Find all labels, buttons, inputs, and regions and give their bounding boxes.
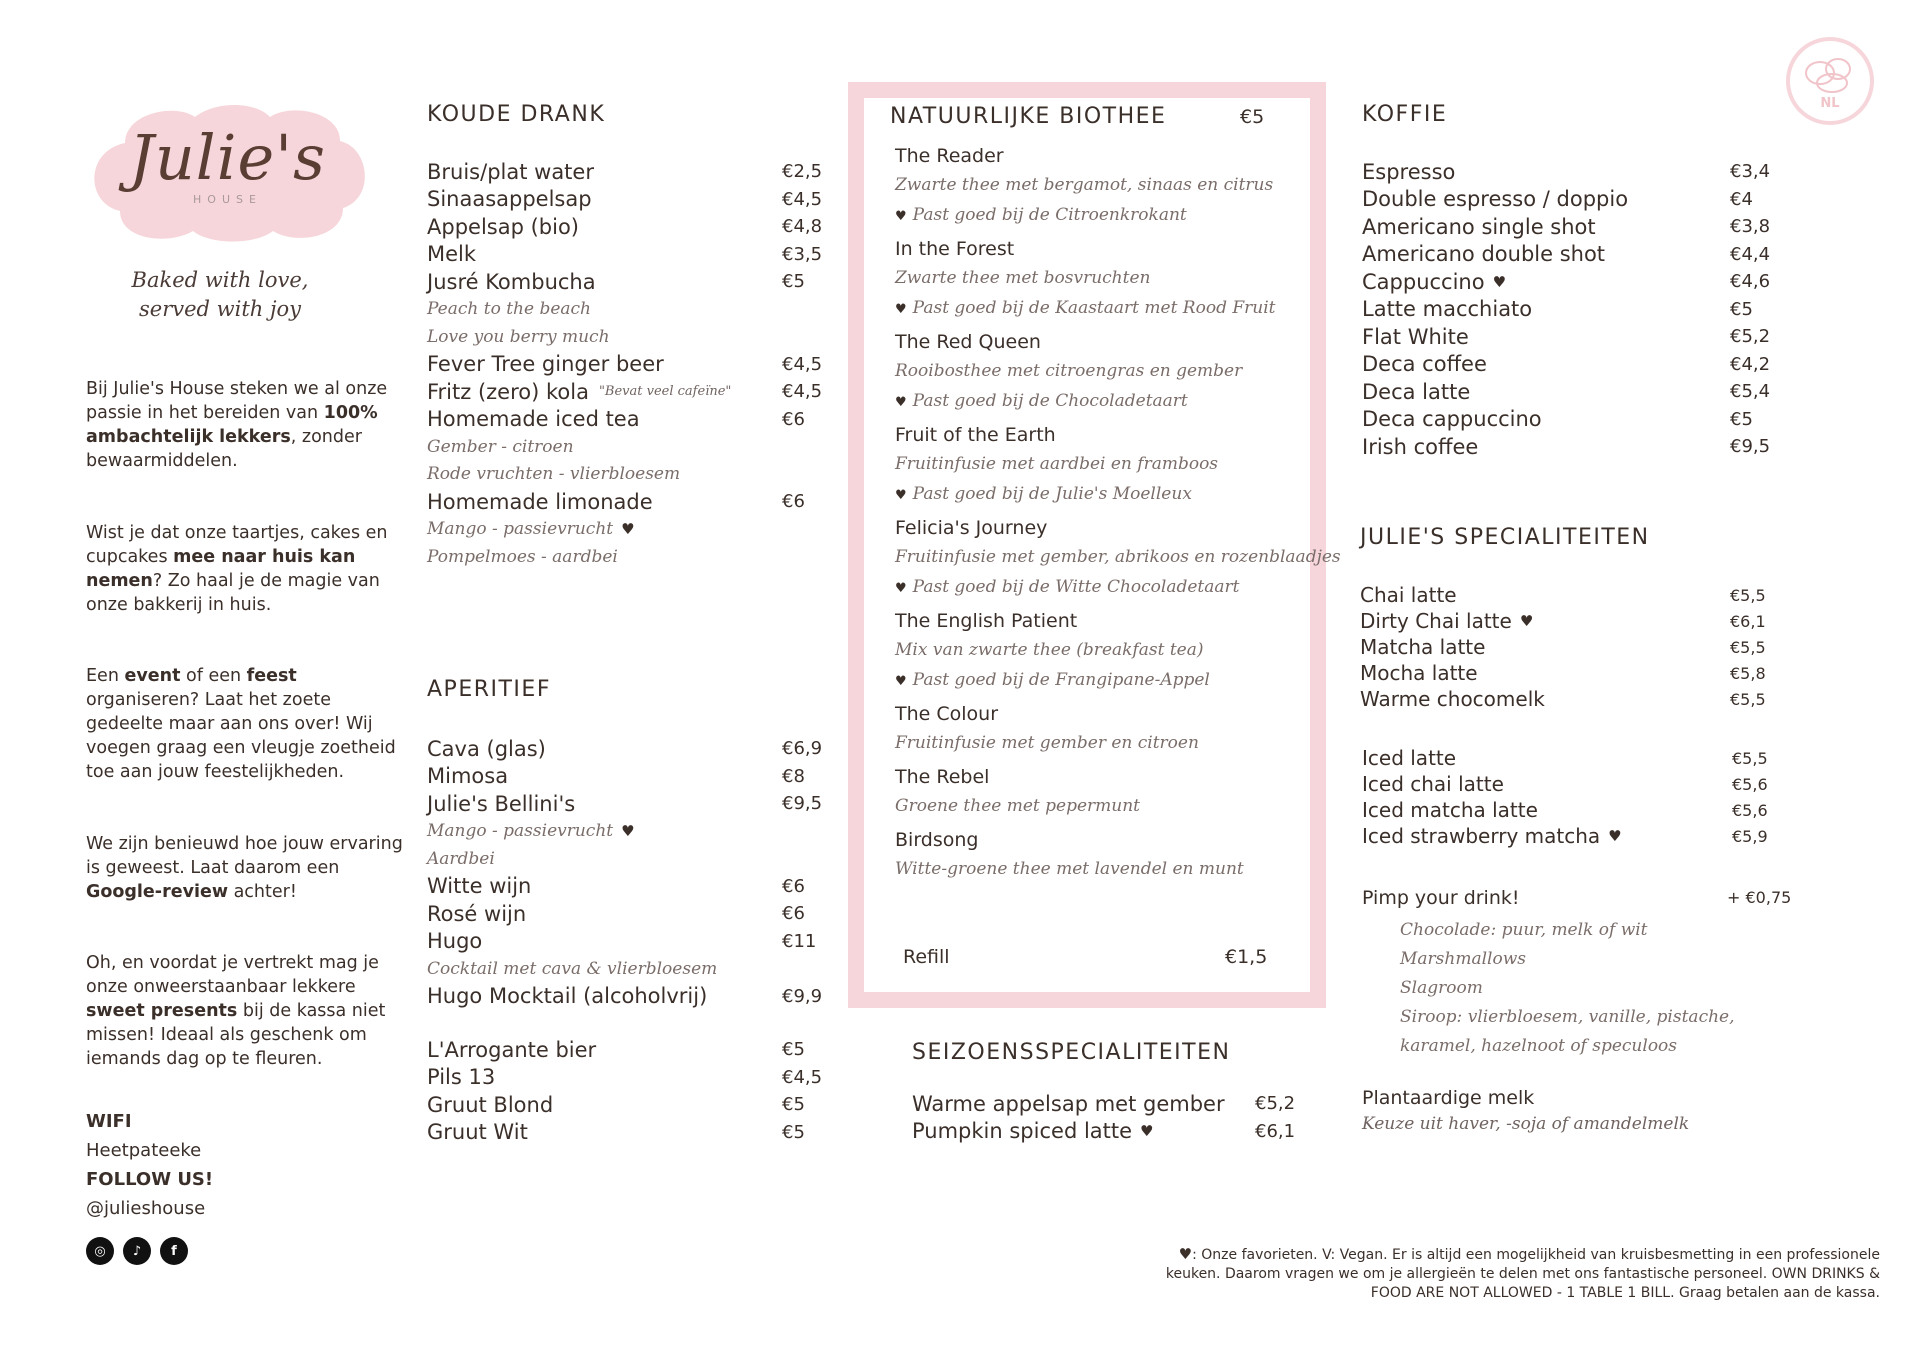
menu-item-name: Americano double shot: [1362, 242, 1606, 267]
menu-item: [427, 158, 827, 186]
caffeine-note: "Bevat veel cafeïne": [598, 384, 732, 400]
social-icons: [86, 1237, 188, 1265]
menu-item: [427, 186, 827, 214]
tea-item: [895, 329, 1315, 416]
tea-item: [895, 422, 1315, 509]
menu-item: [1360, 660, 1780, 686]
tea-name: The English Patient: [895, 610, 1078, 632]
menu-item-price: €4,4: [1730, 243, 1771, 265]
heart-icon: ♥: [621, 822, 635, 841]
tea-description: Zwarte thee met bosvruchten: [895, 268, 1151, 288]
language-badge: [1786, 37, 1874, 125]
tea-item: [895, 764, 1315, 821]
footer-note: ♥: Onze favorieten. V: Vegan. Er is altijd een mogelijkheid van kruisbesmetting in een professionele keuken. Daarom vragen we om je allergieën te delen met ons fantastische personeel. OWN DRINKS & FOOD ARE NOT ALLOWED - 1 TABLE 1 BILL. Graag betalen aan de kassa.: [1165, 1245, 1880, 1301]
menu-item: [427, 516, 827, 544]
intro-paragraph-2: Wist je dat onze taartjes, cakes en cupcakes mee naar huis kan nemen? Zo haal je de magie van onze bakkerij in huis.: [86, 523, 388, 615]
heart-icon: ♥: [1140, 1122, 1154, 1141]
menu-item-name: Chai latte: [1360, 583, 1457, 607]
menu-item: [1362, 433, 1782, 461]
pimp-option: Slagroom: [1400, 978, 1483, 998]
beer-list: [427, 1036, 827, 1146]
menu-item: [1362, 186, 1782, 214]
tea-name: In the Forest: [895, 238, 1015, 260]
menu-item: [427, 1091, 827, 1119]
menu-item-name: Pils 13: [427, 1065, 496, 1090]
refill-price: €1,5: [1225, 946, 1268, 968]
tea-pairing-text: Past goed bij de Witte Chocoladetaart: [912, 577, 1240, 597]
section-title-seizoen: SEIZOENSSPECIALITEITEN: [912, 1040, 1231, 1065]
menu-item-name: Pompelmoes - aardbei: [427, 546, 618, 567]
menu-item-name: Peach to the beach: [427, 299, 592, 320]
menu-item: [1362, 241, 1782, 269]
menu-item: [427, 241, 827, 269]
intro-paragraph-4: We zijn benieuwd hoe jouw ervaring is geweest. Laat daarom een Google-review achter!: [86, 834, 403, 902]
menu-item-name: Fever Tree ginger beer: [427, 352, 664, 377]
menu-item-name: Appelsap (bio): [427, 214, 579, 239]
menu-item-name: Iced matcha latte: [1362, 798, 1538, 822]
tea-name: The Rebel: [895, 766, 990, 788]
wifi-block: [86, 1107, 213, 1223]
tea-description: Fruitinfusie met gember, abrikoos en rozenblaadjes: [895, 547, 1341, 567]
menu-item-price: €5,9: [1732, 826, 1768, 846]
menu-item: [427, 983, 827, 1011]
logo-title: Julie's: [129, 121, 326, 194]
logo-subtitle: HOUSE: [193, 193, 262, 206]
pimp-price: + €0,75: [1727, 888, 1792, 907]
tea-pairing: [895, 386, 1315, 416]
tea-name: Birdsong: [895, 829, 979, 851]
tea-item: [895, 236, 1315, 323]
menu-item: [427, 268, 827, 296]
menu-item: [1362, 351, 1782, 379]
menu-item-price: €3,4: [1730, 161, 1771, 183]
menu-item-price: €11: [782, 930, 817, 952]
menu-item: [427, 763, 827, 791]
menu-item: [427, 818, 827, 846]
menu-item: [1362, 158, 1782, 186]
menu-item: [1362, 323, 1782, 351]
menu-item-price: €5,8: [1730, 663, 1766, 683]
menu-item-price: €2,5: [782, 161, 823, 183]
menu-item: [1362, 823, 1782, 849]
menu-item: [1362, 406, 1782, 434]
tea-description: Rooibosthee met citroengras en gember: [895, 361, 1243, 381]
aperitief-list: [427, 735, 827, 1010]
intro-paragraph-5: Oh, en voordat je vertrekt mag je onze onweerstaanbaar lekkere sweet presents bij de kassa niet missen! Ideaal als geschenk om iemands dag op te fleuren.: [86, 953, 386, 1069]
menu-item-name: Deca latte: [1362, 379, 1471, 404]
social-handle[interactable]: @julieshouse: [86, 1198, 206, 1219]
tea-description: Fruitinfusie met aardbei en framboos: [895, 454, 1219, 474]
menu-item: [427, 1036, 827, 1064]
menu-item-price: €3,8: [1730, 216, 1771, 238]
tea-name: The Colour: [895, 703, 999, 725]
pimp-option: Marshmallows: [1400, 949, 1526, 969]
menu-item-price: €5: [782, 1039, 805, 1061]
tiktok-icon[interactable]: ♪: [123, 1237, 151, 1265]
menu-item: [427, 845, 827, 873]
menu-item: [1362, 296, 1782, 324]
menu-item-price: €5,4: [1730, 381, 1771, 403]
menu-item-name: Mango - passievrucht: [427, 821, 614, 842]
menu-item-name: Latte macchiato: [1362, 297, 1533, 322]
section-title-specialiteiten: JULIE'S SPECIALITEITEN: [1360, 525, 1650, 550]
menu-item-price: €8: [782, 765, 805, 787]
menu-item-name: Mocha latte: [1360, 661, 1478, 685]
menu-item-name: Homemade limonade: [427, 489, 653, 514]
menu-item-name: Julie's Bellini's: [427, 791, 576, 816]
menu-item-price: €5,6: [1732, 800, 1768, 820]
menu-item: [427, 378, 827, 406]
plant-milk-title: Plantaardige melk: [1362, 1087, 1535, 1109]
tea-pairing-text: Past goed bij de Chocoladetaart: [912, 391, 1188, 411]
menu-item-price: €6: [782, 903, 805, 925]
menu-item-name: Cappuccino: [1362, 269, 1485, 294]
menu-item-name: Hugo Mocktail (alcoholvrij): [427, 984, 708, 1009]
menu-item: [427, 873, 827, 901]
language-label: NL: [1820, 96, 1840, 111]
menu-item-price: €4,5: [782, 1066, 823, 1088]
tea-pairing: [895, 572, 1315, 602]
menu-item: [1362, 745, 1782, 771]
menu-item-price: €9,5: [1730, 436, 1771, 458]
menu-item-name: Gruut Wit: [427, 1120, 528, 1145]
menu-item-price: €6: [782, 491, 805, 513]
tea-item: [895, 701, 1315, 758]
menu-item-price: €5: [1730, 408, 1753, 430]
facebook-icon[interactable]: f: [160, 1237, 188, 1265]
menu-item: [427, 461, 827, 489]
tea-pairing: [895, 293, 1315, 323]
menu-item: [427, 323, 827, 351]
menu-item: [427, 433, 827, 461]
menu-item-name: Warme appelsap met gember: [912, 1091, 1225, 1116]
menu-item: [427, 735, 827, 763]
menu-item-name: Matcha latte: [1360, 635, 1486, 659]
menu-item-price: €4,6: [1730, 271, 1771, 293]
menu-item: [1360, 608, 1780, 634]
menu-item-name: Gruut Blond: [427, 1092, 554, 1117]
menu-item-price: €5: [1730, 298, 1753, 320]
biothee-price: €5: [1240, 106, 1265, 128]
tea-name: Felicia's Journey: [895, 517, 1048, 539]
tea-description: Mix van zwarte thee (breakfast tea): [895, 640, 1204, 660]
menu-item-name: Iced chai latte: [1362, 772, 1504, 796]
tea-pairing: [895, 479, 1315, 509]
menu-item: [1362, 771, 1782, 797]
tea-pairing: [895, 200, 1315, 230]
menu-item-name: Deca coffee: [1362, 352, 1487, 377]
menu-item-name: Aardbei: [427, 848, 495, 869]
pimp-option: Siroop: vlierbloesem, vanille, pistache,: [1400, 1007, 1735, 1027]
seizoen-list: [912, 1090, 1302, 1145]
menu-item-name: Fritz (zero) kola: [427, 379, 589, 404]
menu-item-name: Gember - citroen: [427, 436, 574, 457]
heart-icon: ♥: [1608, 827, 1622, 845]
menu-item: [1362, 378, 1782, 406]
menu-item-price: €6,1: [1730, 611, 1766, 631]
menu-item-name: Mimosa: [427, 764, 509, 789]
menu-item-price: €5: [782, 1094, 805, 1116]
menu-item-price: €5,5: [1730, 689, 1766, 709]
menu-item: [427, 351, 827, 379]
menu-item: [427, 900, 827, 928]
menu-item: [1362, 268, 1782, 296]
section-title-koude-drank: KOUDE DRANK: [427, 102, 606, 127]
menu-item-name: Dirty Chai latte: [1360, 609, 1512, 633]
tagline: [110, 266, 330, 324]
menu-item-price: €9,9: [782, 985, 823, 1007]
menu-item-name: Sinaasappelsap: [427, 187, 592, 212]
specialiteiten-list: [1360, 582, 1780, 712]
menu-item-name: Warme chocomelk: [1360, 687, 1545, 711]
tea-item: [895, 143, 1315, 230]
section-title-aperitief: APERITIEF: [427, 677, 551, 702]
menu-item-price: €6,1: [1255, 1120, 1296, 1142]
menu-item-price: €4: [1730, 188, 1753, 210]
heart-icon: ♥: [895, 488, 907, 503]
iced-list: [1362, 745, 1782, 849]
menu-item-name: Homemade iced tea: [427, 407, 640, 432]
menu-item: [1362, 797, 1782, 823]
menu-item-price: €4,5: [782, 381, 823, 403]
menu-item: [1360, 686, 1780, 712]
section-title-biothee: NATUURLIJKE BIOTHEE: [890, 104, 1167, 129]
section-title-koffie: KOFFIE: [1362, 102, 1448, 127]
menu-item-price: €3,5: [782, 243, 823, 265]
tea-pairing-text: Past goed bij de Citroenkrokant: [912, 205, 1187, 225]
menu-item-name: Flat White: [1362, 324, 1469, 349]
menu-item-price: €6,9: [782, 738, 823, 760]
menu-item: [427, 1064, 827, 1092]
pimp-options: [1400, 916, 1735, 1061]
menu-item-price: €5: [782, 1121, 805, 1143]
heart-icon: ♥: [1178, 1245, 1193, 1263]
menu-item: [427, 406, 827, 434]
menu-item-name: Iced latte: [1362, 746, 1457, 770]
wifi-label: WIFI: [86, 1111, 132, 1132]
menu-item-price: €4,8: [782, 216, 823, 238]
menu-item: [912, 1090, 1302, 1118]
tea-list: [895, 143, 1341, 890]
tagline-line-2: served with joy: [138, 297, 301, 321]
heart-icon: ♥: [895, 302, 907, 317]
menu-item-name: Pumpkin spiced latte: [912, 1119, 1133, 1144]
heart-icon: ♥: [895, 674, 907, 689]
koude-drank-list: [427, 158, 827, 571]
menu-item: [427, 955, 827, 983]
menu-item-name: Cocktail met cava & vlierbloesem: [427, 958, 718, 979]
instagram-icon[interactable]: ◎: [86, 1237, 114, 1265]
menu-item-price: €5,5: [1732, 748, 1768, 768]
menu-item-price: €5: [782, 271, 805, 293]
refill-label: Refill: [903, 946, 950, 968]
tea-description: Groene thee met pepermunt: [895, 796, 1140, 816]
menu-item: [427, 790, 827, 818]
plant-milk-desc: Keuze uit haver, -soja of amandelmelk: [1362, 1114, 1690, 1134]
menu-item: [427, 543, 827, 571]
tea-item: [895, 827, 1315, 884]
menu-item-name: Cava (glas): [427, 736, 546, 761]
tea-name: Fruit of the Earth: [895, 424, 1056, 446]
menu-item-name: Jusré Kombucha: [427, 269, 596, 294]
menu-item: [427, 213, 827, 241]
heart-icon: ♥: [895, 209, 907, 224]
pimp-option: karamel, hazelnoot of speculoos: [1400, 1036, 1678, 1056]
menu-item-name: Americano single shot: [1362, 214, 1596, 239]
tea-pairing-text: Past goed bij de Julie's Moelleux: [912, 484, 1192, 504]
tagline-line-1: Baked with love,: [131, 268, 309, 292]
menu-item-price: €5,6: [1732, 774, 1768, 794]
menu-item-price: €6: [782, 875, 805, 897]
menu-item-name: Iced strawberry matcha: [1362, 824, 1601, 848]
logo: [85, 103, 370, 243]
tea-description: Witte-groene thee met lavendel en munt: [895, 859, 1244, 879]
koffie-list: [1362, 158, 1782, 461]
menu-item: [427, 928, 827, 956]
menu-item-price: €6: [782, 408, 805, 430]
menu-item-name: Melk: [427, 242, 477, 267]
pimp-title: Pimp your drink!: [1362, 887, 1520, 909]
tea-name: The Red Queen: [895, 331, 1041, 353]
menu-item-name: Love you berry much: [427, 326, 610, 347]
tea-item: [895, 515, 1341, 602]
tea-description: Zwarte thee met bergamot, sinaas en citrus: [895, 175, 1274, 195]
intro-paragraph-1: Bij Julie's House steken we al onze passie in het bereiden van 100% ambachtelijk lekkers, zonder bewaarmiddelen.: [86, 379, 388, 471]
menu-item-price: €4,5: [782, 188, 823, 210]
menu-item-name: Irish coffee: [1362, 434, 1479, 459]
menu-item-name: Hugo: [427, 929, 483, 954]
menu-item: [912, 1118, 1302, 1146]
heart-icon: ♥: [895, 581, 907, 596]
menu-item: [1362, 213, 1782, 241]
menu-item: [427, 296, 827, 324]
follow-label: FOLLOW US!: [86, 1169, 214, 1190]
menu-item-price: €4,2: [1730, 353, 1771, 375]
menu-item: [427, 488, 827, 516]
menu-item-price: €9,5: [782, 793, 823, 815]
menu-item-name: Espresso: [1362, 159, 1456, 184]
heart-icon: ♥: [895, 395, 907, 410]
heart-icon: ♥: [1519, 612, 1534, 630]
heart-icon: ♥: [1492, 272, 1507, 291]
tea-pairing-text: Past goed bij de Kaastaart met Rood Fruit: [912, 298, 1276, 318]
menu-item-name: Double espresso / doppio: [1362, 187, 1629, 212]
tea-name: The Reader: [895, 145, 1004, 167]
menu-item-price: €5,2: [1255, 1093, 1296, 1115]
wifi-value: Heetpateeke: [86, 1140, 202, 1161]
menu-item-price: €5,2: [1730, 326, 1771, 348]
tea-description: Fruitinfusie met gember en citroen: [895, 733, 1199, 753]
menu-item-name: Witte wijn: [427, 874, 532, 899]
menu-item-name: Deca cappuccino: [1362, 407, 1542, 432]
menu-item: [427, 1119, 827, 1147]
tea-item: [895, 608, 1315, 695]
menu-item-price: €5,5: [1730, 585, 1766, 605]
menu-item-price: €4,5: [782, 353, 823, 375]
heart-icon: ♥: [621, 520, 635, 539]
menu-item: [1360, 634, 1780, 660]
menu-item: [1360, 582, 1780, 608]
tea-pairing: [895, 665, 1315, 695]
pimp-option: Chocolade: puur, melk of wit: [1400, 920, 1648, 940]
menu-item-name: Rode vruchten - vlierbloesem: [427, 464, 681, 485]
tea-pairing-text: Past goed bij de Frangipane-Appel: [912, 670, 1210, 690]
menu-item-name: Rosé wijn: [427, 901, 527, 926]
menu-item-name: L'Arrogante bier: [427, 1037, 597, 1062]
intro-paragraph-3: Een event of een feest organiseren? Laat het zoete gedeelte maar aan ons over! Wij voegen graag een vleugje zoetheid toe aan jouw feestelijkheden.: [86, 666, 396, 782]
menu-item-name: Mango - passievrucht: [427, 519, 614, 540]
menu-item-price: €5,5: [1730, 637, 1766, 657]
menu-item-name: Bruis/plat water: [427, 159, 594, 184]
